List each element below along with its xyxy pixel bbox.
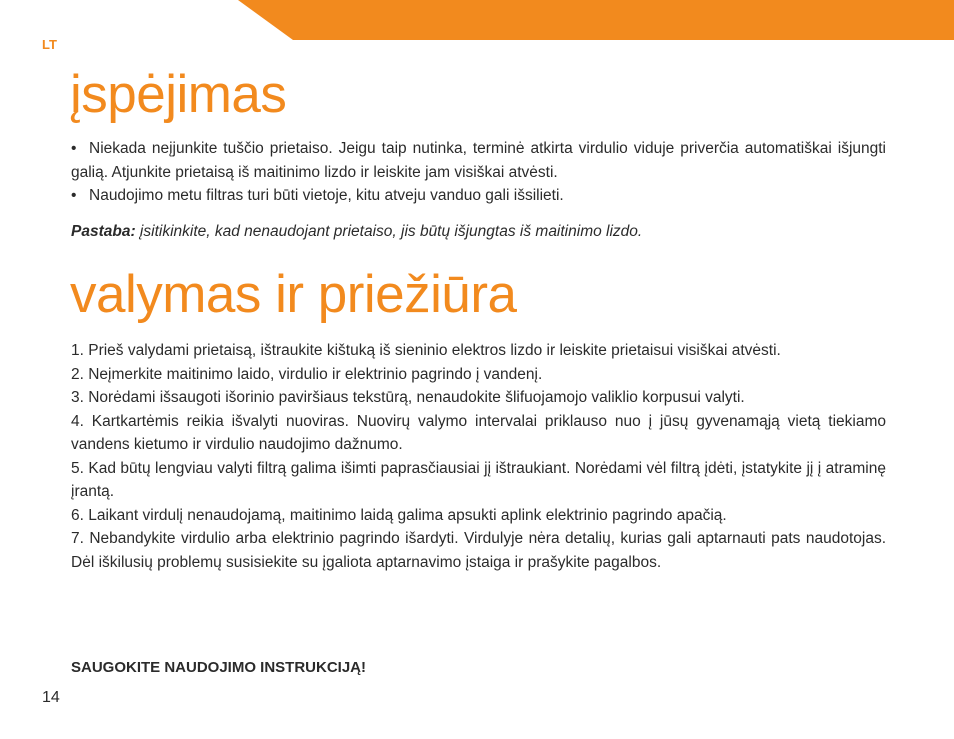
header-accent-bar	[238, 0, 954, 40]
warning-heading: įspėjimas	[70, 65, 287, 124]
note-label: Pastaba:	[71, 223, 136, 240]
cleaning-item: 7. Nebandykite virdulio arba elektrinio pagrindo išardyti. Virdulyje nėra detalių, kurias gali aptarnauti pats naudotojas. Dėl iškilusių problemų susisiekite su įgaliota aptarnavimo įstaiga ir prašykite pagalbos.	[71, 530, 886, 571]
note-text: įsitikinkite, kad nenaudojant prietaiso, jis būtų išjungtas iš maitinimo lizdo.	[135, 223, 643, 240]
warning-item-text: Niekada neįjunkite tuščio prietaiso. Jeigu taip nutinka, terminė atkirta virdulio viduje priverčia automatiškai išjungti galią. Atjunkite prietaisą iš maitinimo lizdo ir leiskite jam visiškai atvėsti.	[71, 140, 886, 181]
language-tag: LT	[42, 37, 57, 52]
cleaning-item: 2. Neįmerkite maitinimo laido, virdulio ir elektrinio pagrindo į vandenį.	[71, 365, 543, 383]
page-number: 14	[42, 689, 60, 706]
warning-list	[71, 137, 886, 208]
bullet-icon: •	[71, 140, 77, 157]
bullet-icon: •	[71, 187, 77, 204]
cleaning-item: 5. Kad būtų lengviau valyti filtrą galima išimti paprasčiausiai jį ištraukiant. Norėdami vėl filtrą įdėti, įstatykite jį į atraminę įrantą.	[71, 459, 886, 500]
cleaning-item: 3. Norėdami išsaugoti išorinio paviršiaus tekstūrą, nenaudokite šlifuojamojo valiklio korpusui valyti.	[71, 389, 745, 406]
warning-item	[71, 184, 886, 208]
save-instructions-notice: SAUGOKITE NAUDOJIMO INSTRUKCIJĄ!	[71, 659, 367, 676]
cleaning-heading: valymas ir priežiūra	[70, 265, 517, 324]
note	[71, 220, 886, 244]
cleaning-list	[71, 339, 886, 574]
warning-item-text: Naudojimo metu filtras turi būti vietoje, kitu atveju vanduo gali išsilieti.	[89, 187, 564, 204]
cleaning-item: 4. Kartkartėmis reikia išvalyti nuoviras. Nuovirų valymo intervalai priklauso nuo į jūsų gyvenamąją vietą tiekiamo vandens kietumo ir virdulio naudojimo dažnumo.	[71, 412, 886, 453]
cleaning-item: 6. Laikant virdulį nenaudojamą, maitinimo laidą galima apsukti aplink elektrinio pagrindo apačią.	[71, 506, 727, 524]
cleaning-item: 1. Prieš valydami prietaisą, ištraukite kištuką iš sieninio elektros lizdo ir leiskite prietaisui visiškai atvėsti.	[71, 342, 781, 359]
warning-item	[71, 137, 886, 184]
